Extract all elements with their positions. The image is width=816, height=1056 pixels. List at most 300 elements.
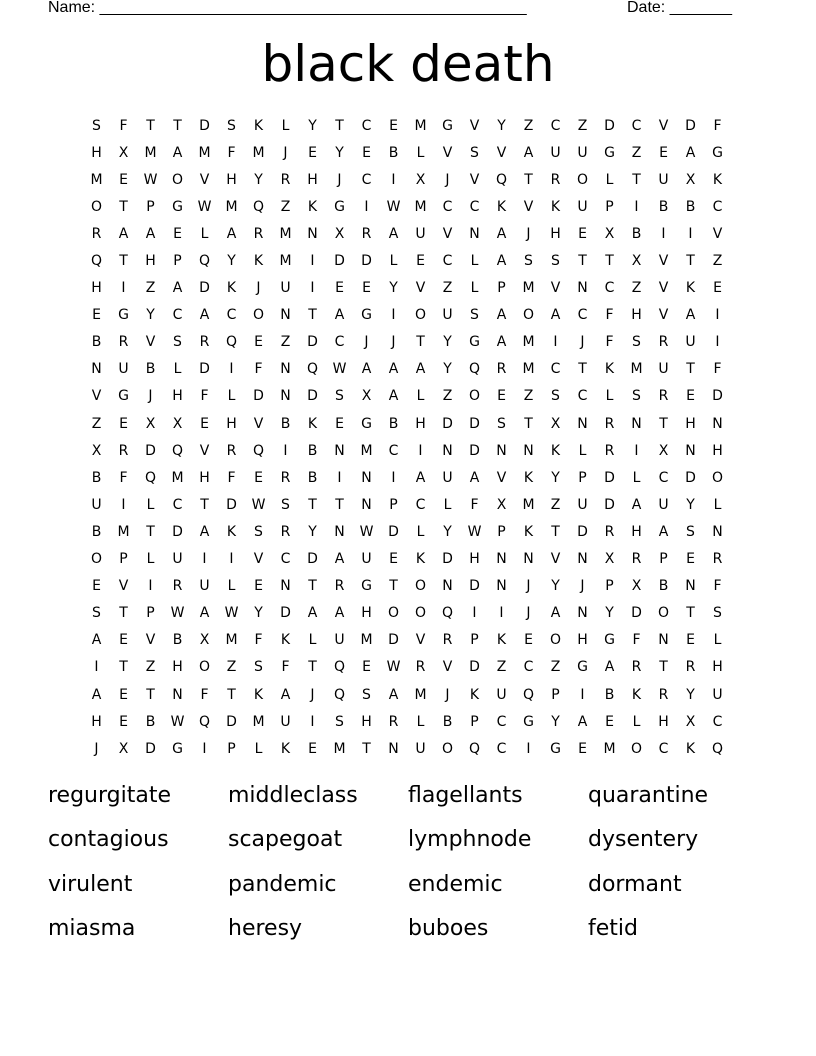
grid-letter: J xyxy=(148,388,153,405)
grid-letter: N xyxy=(685,578,696,595)
grid-letter: L xyxy=(227,388,236,405)
grid-letter: H xyxy=(226,171,237,188)
grid-letter: X xyxy=(361,388,372,405)
grid-letter: G xyxy=(361,307,372,324)
grid-letter: E xyxy=(416,253,425,270)
grid-letter: R xyxy=(604,523,615,540)
grid-letter: F xyxy=(713,361,722,378)
letter-grid xyxy=(83,112,731,762)
grid-letter: P xyxy=(389,496,398,513)
grid-letter: I xyxy=(418,442,423,459)
grid-letter: R xyxy=(388,713,399,730)
grid-letter: X xyxy=(118,144,129,161)
grid-letter: L xyxy=(578,442,587,459)
grid-letter: R xyxy=(631,659,642,676)
grid-letter: S xyxy=(686,523,695,540)
grid-letter: E xyxy=(92,307,101,324)
grid-letter: S xyxy=(92,605,101,622)
grid-letter: V xyxy=(442,659,453,676)
grid-letter: F xyxy=(632,632,641,649)
grid-letter: Y xyxy=(551,469,560,486)
word-list-item: virulent xyxy=(48,871,133,897)
grid-letter: K xyxy=(496,198,507,215)
grid-letter: R xyxy=(658,686,669,703)
grid-letter: Z xyxy=(442,388,453,405)
grid-letter: D xyxy=(199,117,210,134)
grid-letter: D xyxy=(388,632,399,649)
grid-letter: S xyxy=(281,496,290,513)
grid-letter: C xyxy=(496,740,507,757)
grid-letter: V xyxy=(199,442,210,459)
grid-letter: A xyxy=(658,523,669,540)
grid-letter: Y xyxy=(443,334,452,351)
grid-letter: A xyxy=(226,225,237,242)
grid-letter: K xyxy=(253,686,264,703)
grid-letter: C xyxy=(442,198,453,215)
grid-letter: F xyxy=(227,144,236,161)
grid-letter: L xyxy=(470,253,479,270)
grid-letter: C xyxy=(334,334,345,351)
grid-letter: O xyxy=(630,740,643,757)
grid-letter: F xyxy=(605,307,614,324)
grid-letter: Y xyxy=(146,307,155,324)
grid-letter: F xyxy=(119,469,128,486)
grid-letter: O xyxy=(549,632,562,649)
grid-letter: I xyxy=(499,605,504,622)
grid-letter: Q xyxy=(522,686,535,703)
grid-letter: T xyxy=(362,740,371,757)
grid-letter: B xyxy=(604,686,615,703)
grid-letter: B xyxy=(307,469,318,486)
grid-letter: G xyxy=(469,334,480,351)
grid-letter: W xyxy=(332,361,347,378)
grid-letter: Q xyxy=(468,361,481,378)
grid-letter: N xyxy=(712,415,723,432)
grid-letter: L xyxy=(227,578,236,595)
grid-letter: A xyxy=(280,686,291,703)
grid-letter: G xyxy=(334,198,345,215)
grid-letter: A xyxy=(388,686,399,703)
grid-letter: O xyxy=(414,578,427,595)
grid-letter: A xyxy=(145,225,156,242)
grid-letter: L xyxy=(632,713,641,730)
grid-letter: Y xyxy=(605,605,614,622)
grid-letter: A xyxy=(604,659,615,676)
word-list-item: endemic xyxy=(408,871,503,897)
grid-letter: I xyxy=(634,198,639,215)
grid-letter: C xyxy=(631,117,642,134)
grid-letter: A xyxy=(199,307,210,324)
grid-letter: F xyxy=(470,496,479,513)
grid-letter: I xyxy=(283,442,288,459)
grid-letter: E xyxy=(497,388,506,405)
grid-letter: N xyxy=(388,740,399,757)
grid-letter: N xyxy=(712,523,723,540)
grid-letter: E xyxy=(119,686,128,703)
grid-letter: S xyxy=(254,523,263,540)
grid-letter: N xyxy=(469,225,480,242)
grid-letter: L xyxy=(632,469,641,486)
grid-letter: E xyxy=(686,632,695,649)
grid-letter: Z xyxy=(550,496,561,513)
grid-letter: J xyxy=(526,578,531,595)
grid-letter: P xyxy=(119,551,128,568)
grid-letter: K xyxy=(307,198,318,215)
grid-letter: R xyxy=(604,415,615,432)
grid-letter: T xyxy=(227,686,236,703)
name-field: Name: ________________________________________________ xyxy=(48,0,527,16)
word-list-item: heresy xyxy=(228,915,303,941)
grid-letter: Q xyxy=(171,442,184,459)
grid-letter: H xyxy=(145,253,156,270)
grid-letter: E xyxy=(389,117,398,134)
grid-letter: R xyxy=(658,388,669,405)
grid-letter: R xyxy=(685,659,696,676)
grid-letter: D xyxy=(307,334,318,351)
grid-letter: Y xyxy=(254,171,263,188)
grid-letter: R xyxy=(631,551,642,568)
grid-letter: N xyxy=(523,551,534,568)
grid-letter: E xyxy=(308,740,317,757)
grid-letter: Y xyxy=(686,496,695,513)
grid-letter: U xyxy=(685,334,696,351)
page-title: black death xyxy=(261,35,555,93)
grid-letter: M xyxy=(279,225,292,242)
grid-letter: K xyxy=(685,280,696,297)
grid-letter: P xyxy=(470,632,479,649)
grid-letter: V xyxy=(442,144,453,161)
grid-letter: D xyxy=(280,605,291,622)
grid-letter: A xyxy=(199,523,210,540)
grid-letter: R xyxy=(172,578,183,595)
grid-letter: R xyxy=(442,632,453,649)
grid-letter: D xyxy=(631,605,642,622)
grid-letter: D xyxy=(145,740,156,757)
grid-letter: E xyxy=(254,334,263,351)
grid-letter: Q xyxy=(468,740,481,757)
grid-letter: H xyxy=(361,713,372,730)
grid-letter: N xyxy=(361,469,372,486)
grid-letter: N xyxy=(658,632,669,649)
grid-letter: M xyxy=(333,740,346,757)
grid-letter: L xyxy=(470,280,479,297)
grid-letter: C xyxy=(415,496,426,513)
grid-letter: U xyxy=(118,361,129,378)
grid-letter: B xyxy=(388,144,399,161)
grid-letter: X xyxy=(172,415,183,432)
grid-letter: Z xyxy=(280,198,291,215)
grid-letter: R xyxy=(712,551,723,568)
grid-letter: Z xyxy=(145,659,156,676)
grid-letter: S xyxy=(551,388,560,405)
grid-letter: Z xyxy=(145,280,156,297)
grid-letter: G xyxy=(604,144,615,161)
grid-letter: V xyxy=(658,280,669,297)
grid-letter: N xyxy=(334,523,345,540)
grid-letter: I xyxy=(148,578,153,595)
grid-letter: X xyxy=(334,225,345,242)
grid-letter: L xyxy=(443,496,452,513)
grid-letter: I xyxy=(229,361,234,378)
grid-letter: T xyxy=(146,117,155,134)
grid-letter: B xyxy=(145,361,156,378)
grid-letter: M xyxy=(414,686,427,703)
grid-letter: D xyxy=(388,523,399,540)
grid-letter: G xyxy=(523,713,534,730)
grid-letter: R xyxy=(415,659,426,676)
grid-letter: M xyxy=(522,334,535,351)
grid-letter: N xyxy=(280,578,291,595)
grid-letter: N xyxy=(334,442,345,459)
grid-letter: W xyxy=(386,198,401,215)
grid-letter: V xyxy=(658,117,669,134)
grid-letter: T xyxy=(200,496,209,513)
grid-letter: E xyxy=(335,280,344,297)
word-list-item: flagellants xyxy=(408,783,523,808)
grid-letter: N xyxy=(442,442,453,459)
grid-letter: A xyxy=(415,469,426,486)
grid-letter: D xyxy=(469,659,480,676)
word-list-item: scapegoat xyxy=(228,827,343,853)
grid-letter: G xyxy=(550,740,561,757)
grid-letter: T xyxy=(308,307,317,324)
grid-letter: W xyxy=(386,659,401,676)
grid-letter: D xyxy=(469,415,480,432)
grid-letter: R xyxy=(253,225,264,242)
grid-letter: S xyxy=(713,605,722,622)
grid-letter: S xyxy=(632,388,641,405)
grid-letter: J xyxy=(256,280,261,297)
grid-letter: D xyxy=(199,361,210,378)
grid-letter: F xyxy=(200,388,209,405)
grid-letter: V xyxy=(118,578,129,595)
grid-letter: N xyxy=(577,551,588,568)
grid-letter: I xyxy=(391,171,396,188)
grid-letter: C xyxy=(712,713,723,730)
grid-letter: T xyxy=(686,361,695,378)
grid-letter: A xyxy=(388,361,399,378)
grid-letter: U xyxy=(172,551,183,568)
grid-letter: T xyxy=(308,578,317,595)
grid-letter: I xyxy=(526,740,531,757)
grid-letter: X xyxy=(496,496,507,513)
grid-letter: N xyxy=(577,605,588,622)
grid-letter: L xyxy=(416,388,425,405)
grid-letter: O xyxy=(90,551,103,568)
grid-letter: H xyxy=(631,523,642,540)
grid-letter: V xyxy=(253,551,264,568)
grid-letter: S xyxy=(92,117,101,134)
grid-letter: R xyxy=(280,469,291,486)
grid-letter: C xyxy=(361,117,372,134)
grid-letter: Z xyxy=(577,117,588,134)
grid-letter: S xyxy=(632,334,641,351)
grid-letter: W xyxy=(467,523,482,540)
grid-letter: D xyxy=(604,117,615,134)
grid-letter: X xyxy=(604,225,615,242)
grid-letter: A xyxy=(496,334,507,351)
grid-letter: I xyxy=(661,225,666,242)
grid-letter: D xyxy=(442,415,453,432)
word-list-item: lymphnode xyxy=(408,827,532,853)
grid-letter: D xyxy=(199,280,210,297)
grid-letter: G xyxy=(577,659,588,676)
grid-letter: B xyxy=(280,415,291,432)
grid-letter: U xyxy=(442,307,453,324)
grid-letter: D xyxy=(172,523,183,540)
grid-letter: A xyxy=(685,144,696,161)
word-list-item: contagious xyxy=(48,827,169,853)
grid-letter: E xyxy=(173,225,182,242)
grid-letter: A xyxy=(523,144,534,161)
grid-letter: S xyxy=(227,117,236,134)
grid-letter: X xyxy=(631,253,642,270)
grid-letter: R xyxy=(550,171,561,188)
grid-letter: Y xyxy=(335,144,344,161)
grid-letter: W xyxy=(224,605,239,622)
grid-letter: K xyxy=(307,415,318,432)
grid-letter: R xyxy=(118,334,129,351)
grid-letter: J xyxy=(580,334,585,351)
grid-letter: M xyxy=(630,361,643,378)
grid-letter: P xyxy=(605,578,614,595)
grid-letter: L xyxy=(146,496,155,513)
grid-letter: A xyxy=(415,361,426,378)
grid-letter: E xyxy=(362,659,371,676)
grid-letter: I xyxy=(580,686,585,703)
grid-letter: X xyxy=(118,740,129,757)
word-list-item: middleclass xyxy=(228,783,358,808)
grid-letter: I xyxy=(553,334,558,351)
grid-letter: E xyxy=(335,415,344,432)
grid-letter: U xyxy=(334,632,345,649)
grid-letter: K xyxy=(523,523,534,540)
grid-letter: E xyxy=(119,713,128,730)
grid-letter: C xyxy=(523,659,534,676)
grid-letter: K xyxy=(550,442,561,459)
grid-letter: H xyxy=(91,280,102,297)
grid-letter: D xyxy=(307,388,318,405)
grid-letter: L xyxy=(713,496,722,513)
grid-letter: N xyxy=(280,388,291,405)
grid-letter: P xyxy=(578,469,587,486)
word-list-item: dormant xyxy=(588,871,682,897)
grid-letter: H xyxy=(712,442,723,459)
grid-letter: K xyxy=(253,117,264,134)
grid-letter: X xyxy=(550,415,561,432)
word-list-item: regurgitate xyxy=(48,783,172,808)
grid-letter: H xyxy=(91,144,102,161)
grid-letter: T xyxy=(524,171,533,188)
grid-letter: H xyxy=(199,469,210,486)
grid-letter: N xyxy=(496,551,507,568)
grid-letter: Q xyxy=(90,253,103,270)
grid-letter: M xyxy=(522,280,535,297)
word-list-item: dysentery xyxy=(588,827,699,853)
grid-letter: U xyxy=(712,686,723,703)
grid-letter: V xyxy=(712,225,723,242)
grid-letter: H xyxy=(226,415,237,432)
grid-letter: K xyxy=(550,198,561,215)
grid-letter: X xyxy=(604,551,615,568)
grid-letter: E xyxy=(362,144,371,161)
grid-letter: N xyxy=(685,442,696,459)
grid-letter: D xyxy=(226,713,237,730)
grid-letter: K xyxy=(712,171,723,188)
grid-letter: T xyxy=(173,117,182,134)
grid-letter: T xyxy=(308,659,317,676)
grid-letter: V xyxy=(415,280,426,297)
grid-letter: H xyxy=(577,632,588,649)
grid-letter: I xyxy=(715,307,720,324)
grid-letter: I xyxy=(94,659,99,676)
header-fields xyxy=(48,0,740,18)
grid-letter: I xyxy=(310,253,315,270)
grid-letter: V xyxy=(496,144,507,161)
word-list-item: pandemic xyxy=(228,871,337,897)
grid-letter: E xyxy=(686,388,695,405)
grid-letter: K xyxy=(280,632,291,649)
grid-letter: S xyxy=(173,334,182,351)
grid-letter: R xyxy=(604,442,615,459)
grid-letter: I xyxy=(337,469,342,486)
grid-letter: S xyxy=(524,253,533,270)
grid-letter: L xyxy=(308,632,317,649)
grid-letter: S xyxy=(551,253,560,270)
grid-letter: K xyxy=(226,523,237,540)
grid-letter: B xyxy=(631,225,642,242)
grid-letter: G xyxy=(172,198,183,215)
grid-letter: T xyxy=(119,605,128,622)
grid-letter: B xyxy=(91,523,102,540)
grid-letter: V xyxy=(415,632,426,649)
grid-letter: A xyxy=(334,605,345,622)
grid-letter: X xyxy=(631,578,642,595)
grid-letter: E xyxy=(119,171,128,188)
grid-letter: K xyxy=(415,551,426,568)
grid-letter: B xyxy=(91,469,102,486)
grid-letter: M xyxy=(252,144,265,161)
grid-letter: P xyxy=(146,605,155,622)
grid-letter: M xyxy=(117,523,130,540)
date-field: Date: _______ xyxy=(627,0,732,16)
grid-letter: W xyxy=(143,171,158,188)
grid-letter: Z xyxy=(523,117,534,134)
grid-letter: Z xyxy=(523,388,534,405)
grid-letter: A xyxy=(91,632,102,649)
grid-letter: S xyxy=(254,659,263,676)
grid-letter: G xyxy=(361,415,372,432)
grid-letter: C xyxy=(712,198,723,215)
grid-letter: B xyxy=(388,415,399,432)
grid-letter: R xyxy=(361,225,372,242)
grid-letter: T xyxy=(146,686,155,703)
grid-letter: R xyxy=(91,225,102,242)
grid-letter: B xyxy=(658,198,669,215)
grid-letter: R xyxy=(496,361,507,378)
grid-letter: T xyxy=(578,361,587,378)
grid-letter: P xyxy=(470,713,479,730)
grid-letter: U xyxy=(658,361,669,378)
grid-letter: S xyxy=(470,144,479,161)
grid-letter: M xyxy=(414,198,427,215)
grid-letter: U xyxy=(550,144,561,161)
grid-letter: T xyxy=(308,496,317,513)
grid-letter: M xyxy=(414,117,427,134)
grid-letter: T xyxy=(119,659,128,676)
grid-letter: P xyxy=(605,198,614,215)
grid-letter: E xyxy=(389,551,398,568)
